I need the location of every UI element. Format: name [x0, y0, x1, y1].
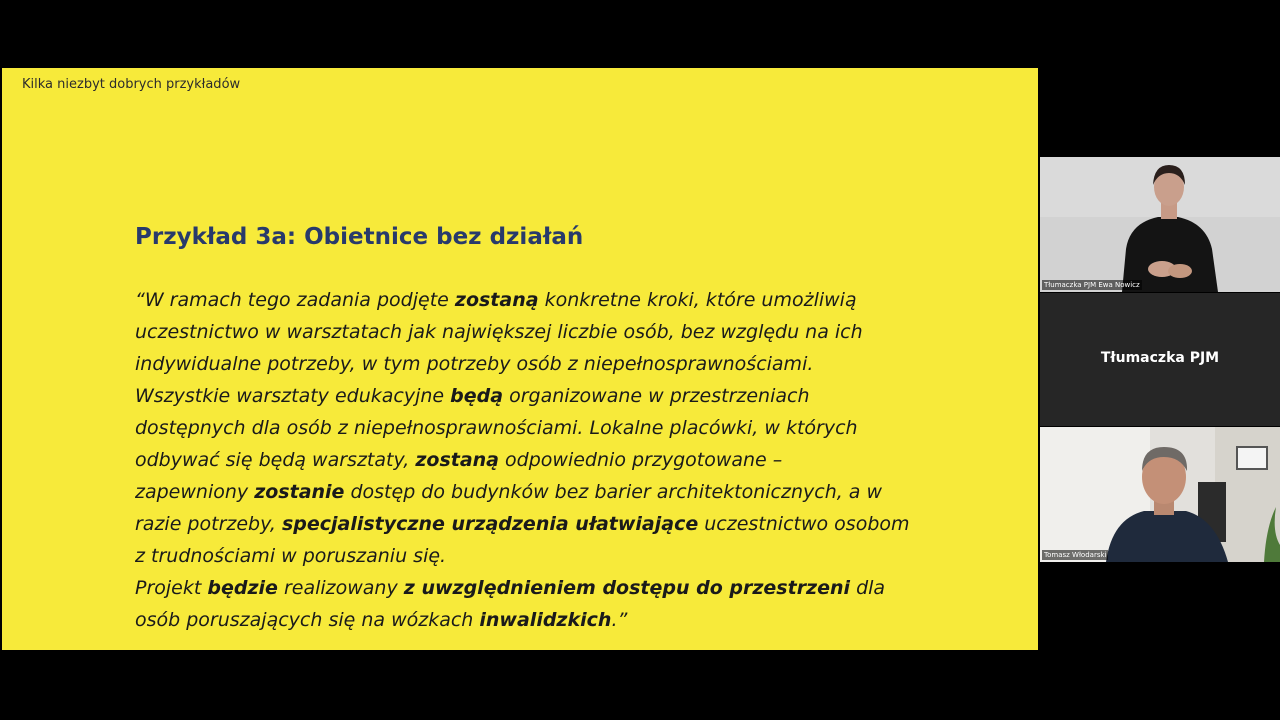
- slide-line: zapewniony zostanie dostęp do budynków bez barier architektonicznych, a w: [135, 481, 883, 503]
- slide-line: osób poruszających się na wózkach inwalidzkich.”: [135, 609, 628, 631]
- participant-video-interpreter[interactable]: [1040, 157, 1280, 292]
- slide-line: “W ramach tego zadania podjęte zostaną konkretne kroki, które umożliwią: [135, 289, 857, 311]
- slide-line: Projekt będzie realizowany z uwzględnieniem dostępu do przestrzeni dla: [135, 577, 886, 599]
- speaker-video-feed: [1040, 427, 1280, 562]
- shared-slide: [2, 68, 1038, 650]
- participant-video-speaker[interactable]: [1040, 427, 1280, 562]
- slide-title: Przykład 3a: Obietnice bez działań: [135, 224, 584, 250]
- slide-line: indywidualne potrzeby, w tym potrzeby osób z niepełnosprawnościami.: [135, 353, 814, 375]
- participant-tile-interpreter[interactable]: [1040, 293, 1280, 426]
- slide-body: [135, 284, 910, 636]
- slide-line: z trudnościami w poruszaniu się.: [135, 545, 447, 567]
- slide-line: Wszystkie warsztaty edukacyjne będą organizowane w przestrzeniach: [135, 385, 810, 407]
- interpreter-video-feed: [1040, 157, 1280, 292]
- participant-name-tag: Tłumaczka PJM Ewa Nowicz: [1044, 281, 1140, 289]
- slide-line: razie potrzeby, specjalistyczne urządzenia ułatwiające uczestnictwo osobom: [135, 513, 910, 535]
- participant-name-tag: Tomasz Włodarski: [1044, 551, 1107, 559]
- slide-line: uczestnictwo w warsztatach jak największej liczbie osób, bez względu na ich: [135, 321, 863, 343]
- slide-header: Kilka niezbyt dobrych przykładów: [22, 77, 241, 92]
- slide-line: odbywać się będą warsztaty, zostaną odpowiednio przygotowane –: [135, 449, 783, 471]
- participant-display-name: Tłumaczka PJM: [1100, 350, 1220, 366]
- slide-line: dostępnych dla osób z niepełnosprawnościami. Lokalne placówki, w których: [135, 417, 858, 439]
